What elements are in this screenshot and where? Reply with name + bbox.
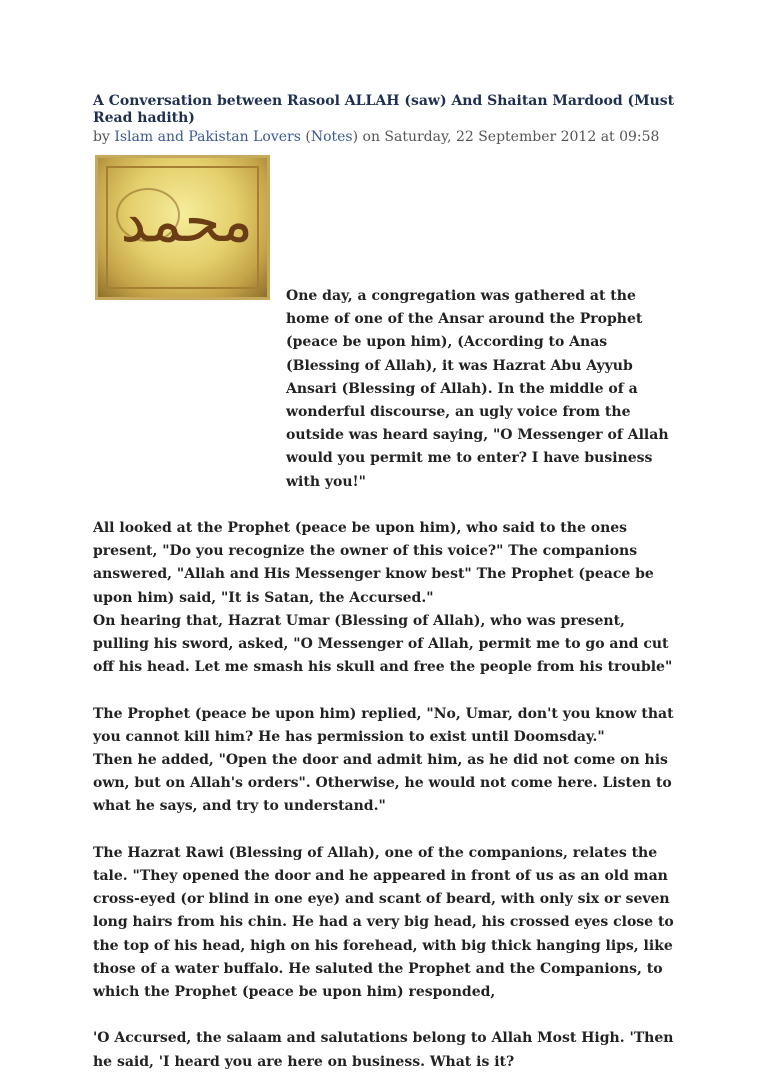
author-link[interactable]: Islam and Pakistan Lovers bbox=[114, 129, 301, 145]
paragraph-gap bbox=[93, 819, 683, 842]
notes-close: ) bbox=[352, 129, 359, 145]
paragraph-4: The Prophet (peace be upon him) replied, "No, Umar, don't you know that you cannot kill him? He has permission to exist until Doomsday." bbox=[93, 705, 674, 745]
post-body bbox=[93, 285, 683, 1074]
paragraph-1: One day, a congregation was gathered at the home of one of the Ansar around the Prophet (peace be upon him), (According to Anas (Blessing of Allah), it was Hazrat Abu Ayyub Ansari (Blessing of Allah). In the middle of a wonderful discourse, an ugly voice from the outside was heard saying, "O Messenger of Allah would you permit me to enter? I have business with you!" bbox=[286, 288, 669, 490]
post-title: A Conversation between Rasool ALLAH (saw) And Shaitan Mardood (Must Read hadith) bbox=[93, 93, 675, 126]
byline bbox=[93, 127, 683, 147]
paragraph-6: The Hazrat Rawi (Blessing of Allah), one of the companions, relates the tale. "They opened the door and he appeared in front of us as an old man cross-eyed (or blind in one eye) and scant of beard, with only six or seven long hairs from his chin. He had a very big head, his crossed eyes close to the top of his head, high on his forehead, with big thick hanging lips, like those of a water buffalo. He saluted the Prophet and the Companions, to which the Prophet (peace be upon him) responded, bbox=[93, 844, 674, 1001]
paragraph-5: Then he added, "Open the door and admit him, as he did not come on his own, but on Allah's orders". Otherwise, he would not come here. Listen to what he says, and try to understand." bbox=[93, 752, 672, 815]
paragraph-gap bbox=[93, 494, 683, 517]
paragraph-7: 'O Accursed, the salaam and salutations belong to Allah Most High. 'Then he said, 'I heard you are here on business. What is it? bbox=[93, 1030, 674, 1070]
notes-open: ( bbox=[300, 129, 311, 145]
paragraph-gap bbox=[93, 679, 683, 702]
by-prefix: by bbox=[93, 129, 115, 145]
calligraphy-image bbox=[95, 155, 270, 300]
post-date: on Saturday, 22 September 2012 at 09:58 bbox=[358, 129, 660, 145]
paragraph-2: All looked at the Prophet (peace be upon him), who said to the ones present, "Do you recognize the owner of this voice?" The companions answered, "Allah and His Messenger know best" The Prophet (peace be upon him) said, "It is Satan, the Accursed." bbox=[93, 520, 654, 606]
notes-link[interactable]: Notes bbox=[310, 129, 353, 145]
note-post bbox=[93, 93, 683, 1070]
calligraphy-glyph: محمد bbox=[120, 187, 253, 255]
paragraph-3: On hearing that, Hazrat Umar (Blessing of Allah), who was present, pulling his sword, asked, "O Messenger of Allah, permit me to go and cut off his head. Let me smash his skull and free the people from his trouble" bbox=[93, 612, 673, 676]
